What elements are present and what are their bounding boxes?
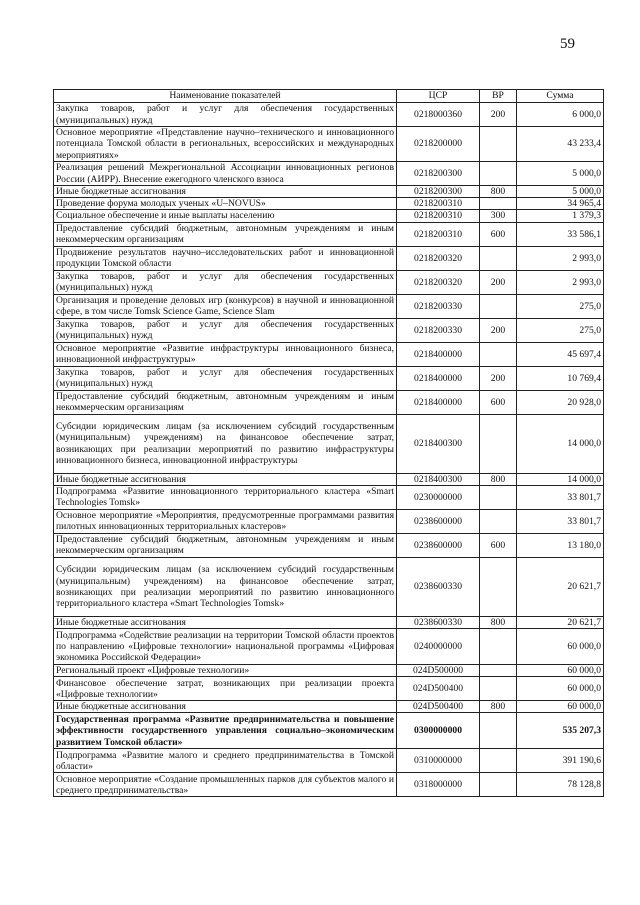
cell-vr xyxy=(480,342,517,366)
column-header-name: Наименование показателей xyxy=(54,90,397,103)
cell-name: Иные бюджетные ассигнования xyxy=(54,473,397,485)
cell-sum: 13 180,0 xyxy=(517,533,604,557)
cell-sum: 33 586,1 xyxy=(517,222,604,246)
table-row xyxy=(54,629,604,665)
cell-sum: 2 993,0 xyxy=(517,246,604,270)
cell-csr: 024D500400 xyxy=(397,677,480,701)
table-header-row xyxy=(54,90,604,103)
table-row xyxy=(54,198,604,210)
cell-csr: 0218200310 xyxy=(397,222,480,246)
page-number: 59 xyxy=(560,36,575,52)
table-row xyxy=(54,665,604,677)
table-row xyxy=(54,210,604,222)
cell-sum: 33 801,7 xyxy=(517,485,604,509)
cell-vr xyxy=(480,294,517,318)
cell-vr xyxy=(480,414,517,473)
cell-csr: 0218400300 xyxy=(397,414,480,473)
cell-sum: 1 379,3 xyxy=(517,210,604,222)
cell-csr: 0238600330 xyxy=(397,557,480,616)
cell-csr: 0218200000 xyxy=(397,127,480,162)
table-row xyxy=(54,713,604,749)
cell-vr: 200 xyxy=(480,270,517,294)
cell-sum: 60 000,0 xyxy=(517,677,604,701)
cell-vr: 600 xyxy=(480,390,517,414)
cell-sum: 275,0 xyxy=(517,318,604,342)
cell-vr: 200 xyxy=(480,103,517,127)
cell-csr: 0218200330 xyxy=(397,318,480,342)
cell-vr xyxy=(480,677,517,701)
cell-vr xyxy=(480,557,517,616)
cell-vr xyxy=(480,127,517,162)
cell-name: Реализация решений Межрегиональной Ассоциации инновационных регионов России (АИРР). Внесение ежегодного членского взноса xyxy=(54,162,397,186)
cell-sum: 60 000,0 xyxy=(517,629,604,665)
column-header-vr: ВР xyxy=(480,90,517,103)
cell-vr xyxy=(480,246,517,270)
cell-csr: 024D500000 xyxy=(397,665,480,677)
cell-csr: 0218200320 xyxy=(397,270,480,294)
cell-name: Основное мероприятие «Представление научно–технического и инновационного потенциала Томской области в региональных, всероссийских и международных мероприятиях» xyxy=(54,127,397,162)
cell-vr: 800 xyxy=(480,473,517,485)
cell-vr xyxy=(480,629,517,665)
cell-name: Подпрограмма «Развитие малого и среднего предпринимательства в Томской области» xyxy=(54,749,397,773)
table-row xyxy=(54,557,604,616)
cell-csr: 0218400300 xyxy=(397,473,480,485)
cell-csr: 0218400000 xyxy=(397,342,480,366)
cell-name: Предоставление субсидий бюджетным, автономным учреждениям и иным некоммерческим организациям xyxy=(54,222,397,246)
cell-sum: 535 207,3 xyxy=(517,713,604,749)
cell-csr: 0218000360 xyxy=(397,103,480,127)
table-row xyxy=(54,414,604,473)
cell-sum: 60 000,0 xyxy=(517,701,604,713)
table-row xyxy=(54,616,604,628)
cell-vr xyxy=(480,665,517,677)
cell-vr xyxy=(480,773,517,797)
cell-csr: 0218200300 xyxy=(397,186,480,198)
table-row xyxy=(54,318,604,342)
cell-vr xyxy=(480,162,517,186)
cell-vr: 300 xyxy=(480,210,517,222)
cell-name: Субсидии юридическим лицам (за исключением субсидий государственным (муниципальным) учреждениям) на финансовое обеспечение затрат, возникающих при реализации мероприятий по развитию инфраструктуры инновационного бизнеса, инновационной инфраструктуры xyxy=(54,414,397,473)
cell-csr: 0238600000 xyxy=(397,533,480,557)
cell-sum: 20 621,7 xyxy=(517,557,604,616)
cell-sum: 10 769,4 xyxy=(517,366,604,390)
table-row xyxy=(54,246,604,270)
cell-csr: 0238600000 xyxy=(397,509,480,533)
table-row xyxy=(54,773,604,797)
table-row xyxy=(54,677,604,701)
cell-sum: 5 000,0 xyxy=(517,162,604,186)
column-header-sum: Сумма xyxy=(517,90,604,103)
cell-sum: 20 928,0 xyxy=(517,390,604,414)
cell-name: Финансовое обеспечение затрат, возникающих при реализации проекта «Цифровые технологии» xyxy=(54,677,397,701)
cell-name: Иные бюджетные ассигнования xyxy=(54,616,397,628)
cell-vr: 200 xyxy=(480,366,517,390)
table-row xyxy=(54,485,604,509)
cell-csr: 0218200300 xyxy=(397,162,480,186)
cell-vr xyxy=(480,713,517,749)
budget-table xyxy=(53,89,604,797)
cell-vr: 800 xyxy=(480,616,517,628)
cell-csr: 0218400000 xyxy=(397,366,480,390)
cell-vr xyxy=(480,198,517,210)
table-row xyxy=(54,533,604,557)
table-row xyxy=(54,222,604,246)
cell-vr: 600 xyxy=(480,533,517,557)
table-row xyxy=(54,103,604,127)
cell-name: Основное мероприятие «Развитие инфраструктуры инновационного бизнеса, инновационной инфраструктуры» xyxy=(54,342,397,366)
cell-name: Закупка товаров, работ и услуг для обеспечения государственных (муниципальных) нужд xyxy=(54,270,397,294)
table-row xyxy=(54,366,604,390)
table-body xyxy=(54,103,604,797)
cell-vr xyxy=(480,485,517,509)
cell-name: Закупка товаров, работ и услуг для обеспечения государственных (муниципальных) нужд xyxy=(54,103,397,127)
cell-vr: 800 xyxy=(480,186,517,198)
cell-name: Социальное обеспечение и иные выплаты населению xyxy=(54,210,397,222)
cell-name: Основное мероприятие «Мероприятия, предусмотренные программами развития пилотных инновационных территориальных кластеров» xyxy=(54,509,397,533)
cell-name: Продвижение результатов научно–исследовательских работ и инновационной продукции Томской области xyxy=(54,246,397,270)
cell-name: Закупка товаров, работ и услуг для обеспечения государственных (муниципальных) нужд xyxy=(54,366,397,390)
cell-csr: 0240000000 xyxy=(397,629,480,665)
cell-name: Государственная программа «Развитие предпринимательства и повышение эффективности государственного управления социально–экономическим развитием Томской области» xyxy=(54,713,397,749)
cell-sum: 45 697,4 xyxy=(517,342,604,366)
cell-csr: 0218200310 xyxy=(397,210,480,222)
cell-csr: 0218400000 xyxy=(397,390,480,414)
cell-sum: 34 965,4 xyxy=(517,198,604,210)
cell-csr: 0218200310 xyxy=(397,198,480,210)
cell-vr xyxy=(480,749,517,773)
cell-csr: 0238600330 xyxy=(397,616,480,628)
cell-sum: 275,0 xyxy=(517,294,604,318)
cell-sum: 2 993,0 xyxy=(517,270,604,294)
table-row xyxy=(54,127,604,162)
table-row xyxy=(54,270,604,294)
cell-name: Предоставление субсидий бюджетным, автономным учреждениям и иным некоммерческим организациям xyxy=(54,533,397,557)
table-row xyxy=(54,473,604,485)
cell-csr: 024D500400 xyxy=(397,701,480,713)
cell-sum: 33 801,7 xyxy=(517,509,604,533)
table-row xyxy=(54,294,604,318)
cell-vr: 200 xyxy=(480,318,517,342)
cell-sum: 6 000,0 xyxy=(517,103,604,127)
cell-sum: 20 621,7 xyxy=(517,616,604,628)
column-header-csr: ЦСР xyxy=(397,90,480,103)
cell-csr: 0310000000 xyxy=(397,749,480,773)
cell-name: Закупка товаров, работ и услуг для обеспечения государственных (муниципальных) нужд xyxy=(54,318,397,342)
table-row xyxy=(54,701,604,713)
cell-name: Подпрограмма «Содействие реализации на территории Томской области проектов по направлению «Цифровые технологии» национальной программы «Цифровая экономика Российской Федерации» xyxy=(54,629,397,665)
cell-csr: 0230000000 xyxy=(397,485,480,509)
cell-name: Основное мероприятие «Создание промышленных парков для субъектов малого и среднего предпринимательства» xyxy=(54,773,397,797)
cell-sum: 14 000,0 xyxy=(517,414,604,473)
cell-name: Предоставление субсидий бюджетным, автономным учреждениям и иным некоммерческим организациям xyxy=(54,390,397,414)
cell-sum: 5 000,0 xyxy=(517,186,604,198)
table-row xyxy=(54,342,604,366)
table-row xyxy=(54,390,604,414)
cell-name: Проведение форума молодых ученых «U–NOVUS» xyxy=(54,198,397,210)
cell-csr: 0218200320 xyxy=(397,246,480,270)
cell-sum: 78 128,8 xyxy=(517,773,604,797)
cell-vr: 800 xyxy=(480,701,517,713)
table-row xyxy=(54,162,604,186)
cell-csr: 0318000000 xyxy=(397,773,480,797)
cell-name: Организация и проведение деловых игр (конкурсов) в научной и инновационной сфере, в том числе Tomsk Science Game, Science Slam xyxy=(54,294,397,318)
cell-sum: 60 000,0 xyxy=(517,665,604,677)
table-row xyxy=(54,186,604,198)
table-row xyxy=(54,509,604,533)
cell-csr: 0218200330 xyxy=(397,294,480,318)
cell-sum: 14 000,0 xyxy=(517,473,604,485)
cell-csr: 0300000000 xyxy=(397,713,480,749)
cell-name: Подпрограмма «Развитие инновационного территориального кластера «Smart Technologies Tomsk» xyxy=(54,485,397,509)
cell-sum: 43 233,4 xyxy=(517,127,604,162)
table-row xyxy=(54,749,604,773)
cell-sum: 391 190,6 xyxy=(517,749,604,773)
cell-name: Иные бюджетные ассигнования xyxy=(54,701,397,713)
cell-name: Иные бюджетные ассигнования xyxy=(54,186,397,198)
cell-name: Субсидии юридическим лицам (за исключением субсидий государственным (муниципальным) учреждениям) на финансовое обеспечение затрат, возникающих при реализации мероприятий по развитию инновационного территориального кластера «Smart Technologies Tomsk» xyxy=(54,557,397,616)
cell-vr: 600 xyxy=(480,222,517,246)
cell-name: Региональный проект «Цифровые технологии» xyxy=(54,665,397,677)
cell-vr xyxy=(480,509,517,533)
